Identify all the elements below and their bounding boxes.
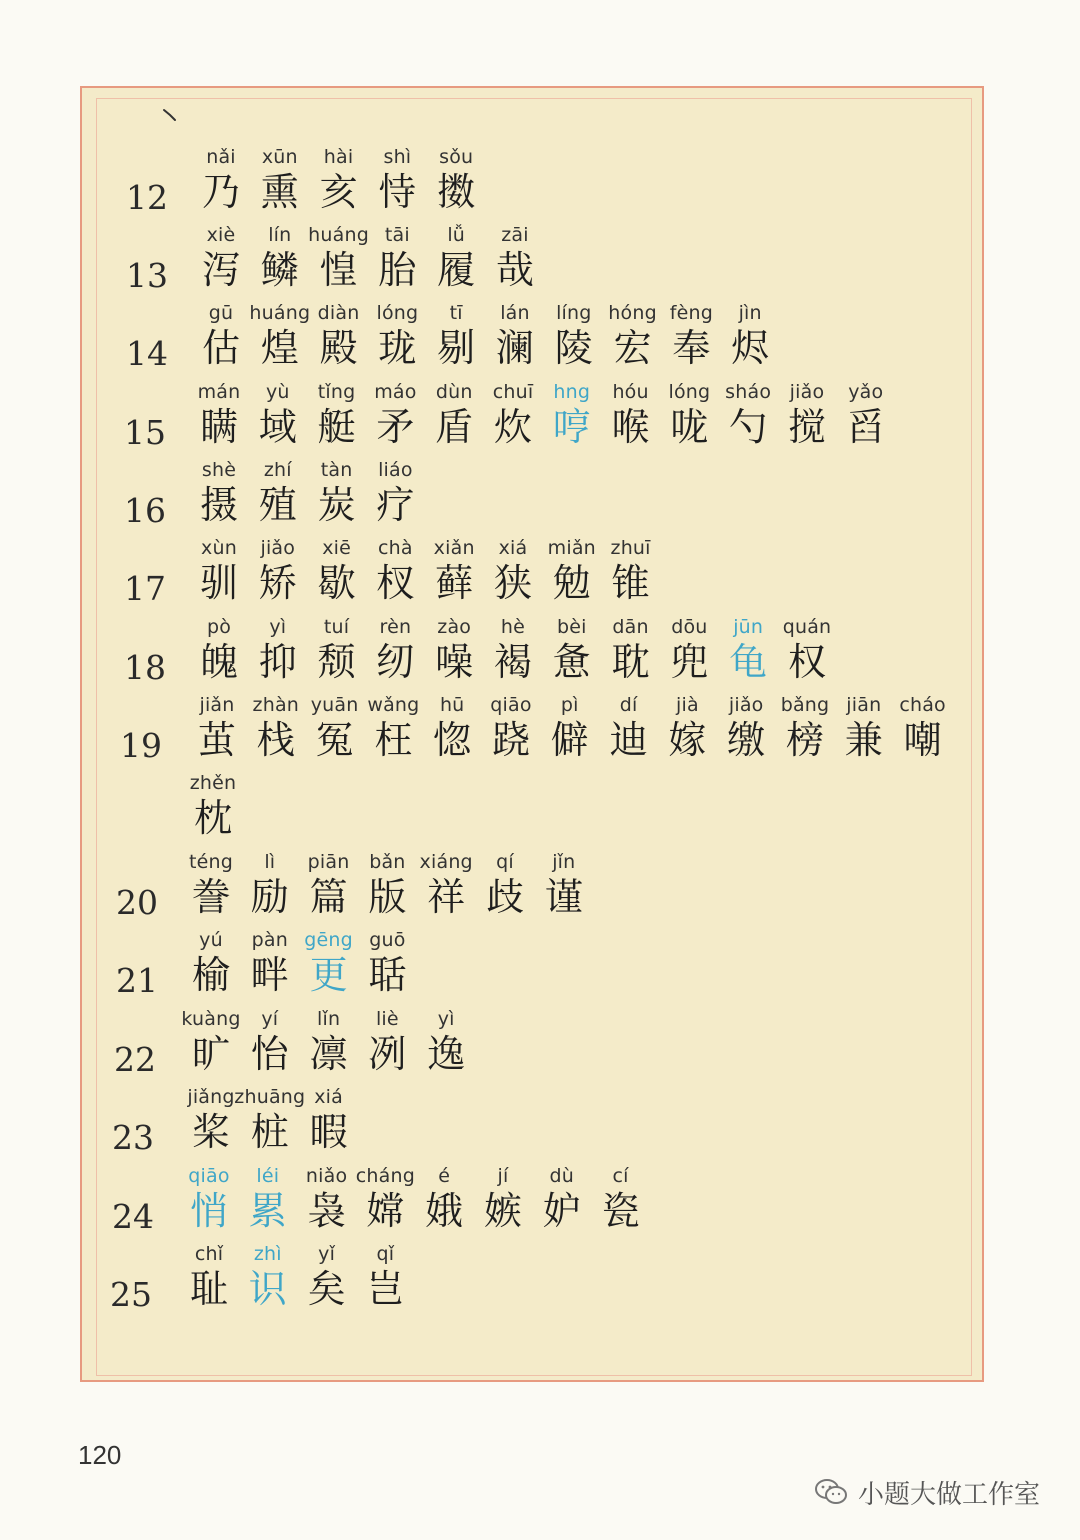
lesson-number: 18 — [124, 648, 166, 687]
hanzi-character: 藓 — [435, 561, 474, 605]
hanzi-character: 剔 — [437, 326, 476, 370]
hanzi-character: 岂 — [366, 1267, 405, 1311]
table-row — [0, 929, 1080, 1009]
hanzi-character: 枕 — [193, 796, 232, 840]
pinyin-label: lán — [500, 302, 530, 324]
table-row — [0, 616, 1080, 696]
pinyin-label: jūn — [733, 616, 764, 638]
pinyin-label: xiáng — [419, 851, 473, 873]
hanzi-character: 惫 — [552, 640, 591, 684]
pinyin-label: zhěn — [189, 772, 237, 794]
hanzi-character: 妒 — [542, 1189, 581, 1233]
pinyin-label: lǚ — [447, 224, 466, 246]
pinyin-label: qǐ — [376, 1243, 395, 1265]
hanzi-character: 瓷 — [601, 1189, 640, 1233]
pinyin-label: lì — [264, 851, 276, 873]
character-entry — [721, 302, 779, 382]
pinyin-label: liè — [375, 1008, 399, 1030]
hanzi-character: 狭 — [493, 561, 532, 605]
hanzi-character: 熏 — [260, 170, 299, 214]
hanzi-character: 娥 — [425, 1189, 464, 1233]
pinyin-label: tuí — [323, 616, 350, 638]
pinyin-label: xiá — [314, 1086, 343, 1108]
hanzi-character: 篇 — [309, 875, 348, 919]
hanzi-character: 陵 — [554, 326, 593, 370]
pinyin-label: hng — [553, 381, 591, 403]
hanzi-character: 栈 — [256, 718, 295, 762]
pinyin-label: gū — [208, 302, 234, 324]
table-row — [0, 224, 1080, 304]
pinyin-label: dù — [549, 1165, 575, 1187]
pinyin-label: yù — [265, 381, 290, 403]
hanzi-character: 袅 — [307, 1189, 346, 1233]
hanzi-character: 逸 — [427, 1032, 466, 1076]
lesson-number: 22 — [114, 1040, 156, 1079]
hanzi-character: 僻 — [550, 718, 589, 762]
pinyin-label: zhuāng — [234, 1086, 306, 1108]
hanzi-character: 艇 — [317, 405, 356, 449]
hanzi-character: 哼 — [552, 405, 591, 449]
hanzi-character: 摄 — [199, 483, 238, 527]
character-entry — [417, 1008, 475, 1088]
hanzi-character: 缴 — [727, 718, 766, 762]
pinyin-label: kuàng — [181, 1008, 241, 1030]
character-entry — [358, 929, 416, 1009]
pinyin-label: diàn — [317, 302, 360, 324]
hanzi-character: 嫁 — [668, 718, 707, 762]
hanzi-character: 殖 — [258, 483, 297, 527]
character-entry — [356, 1243, 414, 1323]
hanzi-character: 勺 — [729, 405, 768, 449]
table-row — [0, 381, 1080, 461]
hanzi-character: 澜 — [495, 326, 534, 370]
hanzi-character: 煌 — [260, 326, 299, 370]
pinyin-label: máo — [374, 381, 417, 403]
hanzi-character: 杈 — [376, 561, 415, 605]
hanzi-character: 畔 — [250, 953, 289, 997]
hanzi-character: 矫 — [258, 561, 297, 605]
pinyin-label: yǐ — [318, 1243, 336, 1265]
hanzi-character: 凛 — [309, 1032, 348, 1076]
hanzi-character: 冽 — [368, 1032, 407, 1076]
hanzi-character: 颓 — [317, 640, 356, 684]
hanzi-character: 版 — [368, 875, 407, 919]
pinyin-label: pò — [206, 616, 232, 638]
hanzi-character: 嫦 — [366, 1189, 405, 1233]
pinyin-label: cháo — [899, 694, 946, 716]
hanzi-character: 识 — [248, 1267, 287, 1311]
pinyin-label: jià — [675, 694, 699, 716]
pinyin-label: chuī — [492, 381, 534, 403]
pinyin-label: piān — [307, 851, 350, 873]
pinyin-label: jiān — [846, 694, 882, 716]
hanzi-character: 茧 — [197, 718, 236, 762]
pinyin-label: hū — [439, 694, 465, 716]
character-entry — [184, 772, 242, 852]
pinyin-label: wǎng — [367, 694, 420, 716]
character-entry — [486, 224, 544, 304]
pinyin-label: liáo — [378, 459, 413, 481]
pinyin-label: líng — [556, 302, 592, 324]
table-row — [0, 1008, 1080, 1088]
lesson-number: 23 — [112, 1118, 154, 1157]
character-entry — [894, 694, 952, 774]
hanzi-character: 励 — [250, 875, 289, 919]
pinyin-label: shè — [201, 459, 237, 481]
hanzi-character: 悄 — [189, 1189, 228, 1233]
pinyin-label: jiǎo — [728, 694, 764, 716]
lesson-number: 25 — [110, 1275, 152, 1314]
hanzi-character: 乃 — [201, 170, 240, 214]
table-row — [0, 1086, 1080, 1166]
pinyin-label: qí — [496, 851, 514, 873]
hanzi-character: 锥 — [611, 561, 650, 605]
pinyin-label: cí — [612, 1165, 629, 1187]
pinyin-label: sháo — [725, 381, 772, 403]
pinyin-label: xiē — [322, 537, 351, 559]
pinyin-label: hóu — [612, 381, 649, 403]
hanzi-character: 盾 — [435, 405, 474, 449]
pinyin-label: yú — [199, 929, 223, 951]
lesson-number: 21 — [116, 961, 158, 1000]
pinyin-label: qiāo — [188, 1165, 230, 1187]
hanzi-character: 宏 — [613, 326, 652, 370]
pinyin-label: huáng — [249, 302, 311, 324]
character-entry — [535, 851, 593, 931]
pinyin-label: mán — [197, 381, 241, 403]
hanzi-character: 瞒 — [199, 405, 238, 449]
hanzi-character: 暇 — [309, 1110, 348, 1154]
pinyin-label: bèi — [556, 616, 587, 638]
pinyin-label: téng — [188, 851, 234, 873]
pinyin-label: jiǎng — [187, 1086, 235, 1108]
pinyin-label: dān — [612, 616, 649, 638]
hanzi-character: 褐 — [493, 640, 532, 684]
hanzi-character: 搅 — [787, 405, 826, 449]
hanzi-character: 谨 — [544, 875, 583, 919]
pinyin-label: xiè — [206, 224, 236, 246]
pinyin-label: tàn — [320, 459, 353, 481]
table-row — [0, 1243, 1080, 1323]
pinyin-label: xiǎn — [433, 537, 475, 559]
lesson-number: 14 — [126, 334, 168, 373]
pinyin-label: zhì — [253, 1243, 282, 1265]
pinyin-label: guō — [369, 929, 406, 951]
pinyin-label: dí — [619, 694, 638, 716]
hanzi-character: 珑 — [378, 326, 417, 370]
pinyin-label: quán — [782, 616, 832, 638]
hanzi-character: 权 — [787, 640, 826, 684]
pinyin-label: léi — [256, 1165, 280, 1187]
hanzi-character: 兼 — [844, 718, 883, 762]
pinyin-label: yí — [261, 1008, 279, 1030]
table-row — [0, 772, 1080, 852]
pinyin-label: tǐng — [317, 381, 356, 403]
pinyin-label: jiǎo — [260, 537, 296, 559]
hanzi-character: 估 — [201, 326, 240, 370]
hanzi-character: 桨 — [191, 1110, 230, 1154]
table-row — [0, 1165, 1080, 1245]
pinyin-label: xūn — [261, 146, 298, 168]
hanzi-character: 域 — [258, 405, 297, 449]
table-row — [0, 851, 1080, 931]
hanzi-character: 桩 — [250, 1110, 289, 1154]
hanzi-character: 哉 — [495, 248, 534, 292]
hanzi-character: 旷 — [191, 1032, 230, 1076]
hanzi-character: 枉 — [374, 718, 413, 762]
pinyin-label: hè — [500, 616, 526, 638]
lesson-number: 13 — [126, 256, 168, 295]
hanzi-character: 耽 — [611, 640, 650, 684]
pinyin-label: lín — [268, 224, 292, 246]
watermark — [814, 1474, 1040, 1510]
pinyin-label: yì — [437, 1008, 455, 1030]
pinyin-label: bǎn — [369, 851, 406, 873]
hanzi-character: 咙 — [670, 405, 709, 449]
character-entry — [778, 616, 836, 696]
hanzi-character: 冤 — [315, 718, 354, 762]
pinyin-label: bǎng — [780, 694, 830, 716]
hanzi-character: 烬 — [731, 326, 770, 370]
pinyin-label: xiá — [498, 537, 528, 559]
hanzi-character: 祥 — [427, 875, 466, 919]
hanzi-character: 亥 — [319, 170, 358, 214]
hanzi-character: 恃 — [378, 170, 417, 214]
lesson-number: 15 — [124, 413, 166, 452]
hanzi-character: 抑 — [258, 640, 297, 684]
pinyin-label: xùn — [201, 537, 237, 559]
pinyin-label: jiǎn — [199, 694, 235, 716]
hanzi-character: 驯 — [199, 561, 238, 605]
pinyin-label: huáng — [308, 224, 370, 246]
pinyin-label: jìn — [738, 302, 762, 324]
hanzi-character: 矛 — [376, 405, 415, 449]
hanzi-character: 龟 — [729, 640, 768, 684]
pinyin-label: zhàn — [252, 694, 300, 716]
pinyin-label: shì — [383, 146, 412, 168]
pinyin-label: jǐn — [552, 851, 576, 873]
pinyin-label: é — [438, 1165, 451, 1187]
table-row — [0, 694, 1080, 774]
hanzi-character: 迪 — [609, 718, 648, 762]
pinyin-label: pàn — [251, 929, 288, 951]
hanzi-character: 履 — [437, 248, 476, 292]
pinyin-label: zào — [437, 616, 472, 638]
hanzi-character: 嫉 — [483, 1189, 522, 1233]
pinyin-label: zhí — [263, 459, 292, 481]
hanzi-character: 胎 — [378, 248, 417, 292]
hanzi-character: 炊 — [493, 405, 532, 449]
hanzi-character: 累 — [248, 1189, 287, 1233]
lesson-number: 19 — [120, 726, 162, 765]
pinyin-label: sǒu — [439, 146, 474, 168]
hanzi-character: 矣 — [307, 1267, 346, 1311]
lesson-number: 24 — [112, 1197, 154, 1236]
hanzi-character: 炭 — [317, 483, 356, 527]
lesson-number: 12 — [126, 178, 168, 217]
hanzi-character: 榆 — [191, 953, 230, 997]
hanzi-character: 舀 — [846, 405, 885, 449]
pinyin-label: miǎn — [547, 537, 596, 559]
pinyin-label: chǐ — [194, 1243, 224, 1265]
hanzi-character: 耻 — [189, 1267, 228, 1311]
table-row — [0, 459, 1080, 539]
character-entry — [366, 459, 424, 539]
pinyin-label: gēng — [304, 929, 353, 951]
hanzi-character: 奉 — [672, 326, 711, 370]
pinyin-label: jiǎo — [789, 381, 825, 403]
hanzi-character: 惶 — [319, 248, 358, 292]
table-row — [0, 146, 1080, 226]
pinyin-label: chà — [378, 537, 413, 559]
hanzi-character: 聒 — [368, 953, 407, 997]
hanzi-character: 鳞 — [260, 248, 299, 292]
wechat-icon — [814, 1478, 848, 1506]
pinyin-label: dùn — [435, 381, 473, 403]
pinyin-label: hài — [323, 146, 354, 168]
pinyin-label: niǎo — [305, 1165, 348, 1187]
character-entry — [602, 537, 660, 617]
pinyin-label: qiāo — [490, 694, 532, 716]
pinyin-label: yǎo — [848, 381, 884, 403]
hanzi-character: 噪 — [435, 640, 474, 684]
hanzi-character: 榜 — [785, 718, 824, 762]
hanzi-character: 歇 — [317, 561, 356, 605]
hanzi-character: 殿 — [319, 326, 358, 370]
hanzi-character: 泻 — [201, 248, 240, 292]
hanzi-character: 嘲 — [903, 718, 942, 762]
pinyin-label: lóng — [376, 302, 419, 324]
hanzi-character: 歧 — [485, 875, 524, 919]
pinyin-label: dōu — [671, 616, 708, 638]
character-entry — [300, 1086, 358, 1166]
pinyin-label: lóng — [668, 381, 711, 403]
hanzi-character: 兜 — [670, 640, 709, 684]
pinyin-label: tī — [449, 302, 463, 324]
lesson-number: 17 — [124, 569, 166, 608]
watermark-text: 小题大做工作室 — [858, 1479, 1041, 1510]
pinyin-label: nǎi — [206, 146, 236, 168]
hanzi-character: 纫 — [376, 640, 415, 684]
hanzi-character: 魄 — [199, 640, 238, 684]
pinyin-label: jí — [497, 1165, 509, 1187]
hanzi-character: 更 — [309, 953, 348, 997]
hanzi-character: 怡 — [250, 1032, 289, 1076]
pinyin-label: yuān — [310, 694, 359, 716]
lesson-number: 20 — [116, 883, 158, 922]
character-entry — [592, 1165, 650, 1245]
pinyin-label: zāi — [501, 224, 529, 246]
pinyin-label: pì — [560, 694, 579, 716]
lesson-number: 16 — [124, 491, 166, 530]
pinyin-label: lǐn — [316, 1008, 341, 1030]
hanzi-character: 擞 — [437, 170, 476, 214]
table-row — [0, 537, 1080, 617]
hanzi-character: 跷 — [491, 718, 530, 762]
ink-mark — [162, 108, 178, 122]
pinyin-label: zhuī — [610, 537, 651, 559]
hanzi-character: 喉 — [611, 405, 650, 449]
pinyin-label: tāi — [384, 224, 410, 246]
page-number: 120 — [78, 1440, 122, 1470]
hanzi-character: 疗 — [376, 483, 415, 527]
character-entry — [837, 381, 895, 461]
character-entry — [427, 146, 485, 226]
table-row — [0, 302, 1080, 382]
hanzi-character: 勉 — [552, 561, 591, 605]
pinyin-label: yì — [269, 616, 287, 638]
pinyin-label: fèng — [669, 302, 714, 324]
pinyin-label: cháng — [355, 1165, 415, 1187]
pinyin-label: hóng — [608, 302, 657, 324]
hanzi-character: 誊 — [191, 875, 230, 919]
pinyin-label: rèn — [379, 616, 412, 638]
hanzi-character: 惚 — [433, 718, 472, 762]
